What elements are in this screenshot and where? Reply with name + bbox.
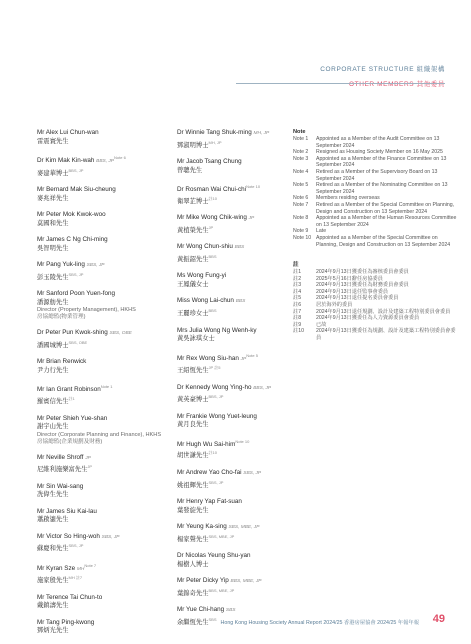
note-text: 2024年9月13日退任監事會委員 bbox=[316, 288, 389, 295]
member-honours: SBS, JP bbox=[243, 471, 262, 477]
note-key: Note 9 bbox=[293, 228, 309, 235]
member-name-zh: 曾聰先生 bbox=[177, 166, 203, 174]
note-key: 註2 bbox=[293, 275, 302, 282]
member-name-en: Mr Alex Lui Chun-wan bbox=[37, 129, 99, 136]
member-zh-note-ref: BBS bbox=[208, 307, 217, 313]
member-position: Director (Corporate Planning and Finance), HKHS bbox=[37, 431, 162, 438]
member-entry bbox=[177, 438, 289, 461]
note-key: Note 5 bbox=[293, 182, 309, 189]
member-name-en: Mr Victor So Hing-woh bbox=[37, 532, 100, 540]
members-column-1 bbox=[37, 129, 167, 644]
note-text: 居於海外的委員 bbox=[316, 302, 353, 309]
member-name-zh: 冼偉生先生 bbox=[37, 491, 69, 499]
member-entry bbox=[37, 236, 167, 253]
member-honours: BBS bbox=[235, 299, 246, 305]
member-zh-note-ref: SBS, JP bbox=[68, 271, 84, 277]
member-entry bbox=[177, 327, 289, 344]
member-zh-note-ref: 註10 bbox=[208, 195, 217, 201]
member-zh-note-ref: SBS, JP bbox=[68, 543, 84, 549]
member-name-zh: 蘇慶和先生 bbox=[37, 545, 69, 553]
notes-column bbox=[293, 129, 458, 342]
member-honours: SBS, OBE bbox=[109, 331, 132, 337]
member-name-en: Mr Peter Shieh Yue-shan bbox=[37, 414, 108, 422]
member-honours: BBS, JP bbox=[96, 159, 115, 165]
member-honours: SBS, MBE, JP bbox=[228, 525, 260, 531]
footer-text: Hong Kong Housing Society Annual Report 2024/25 香港房屋協會 2024/25 年報年報 bbox=[220, 620, 419, 626]
member-honours: JP bbox=[85, 455, 91, 461]
member-honours: SBS, JP bbox=[101, 534, 120, 540]
member-name-zh: 雷震寰先生 bbox=[37, 137, 69, 145]
member-zh-note-ref: SBS, MBE, JP bbox=[208, 533, 235, 539]
member-name-en: Mr James C Ng Chi-ming bbox=[37, 236, 108, 244]
note-key: Note 7 bbox=[293, 201, 309, 208]
member-entry bbox=[177, 413, 289, 430]
member-name-zh: 潘源舫先生 bbox=[37, 298, 69, 306]
member-zh-note-ref: BBS, JP bbox=[68, 167, 84, 173]
member-zh-note-ref: MH 註7 bbox=[68, 575, 83, 581]
member-entry bbox=[177, 129, 289, 150]
member-honours: JP bbox=[248, 216, 255, 222]
member-name-zh: 黃植榮先生 bbox=[177, 226, 209, 234]
member-honours: MH bbox=[76, 566, 85, 572]
member-name-en: Mr Tang Ping-kwong bbox=[37, 618, 95, 626]
member-name-en: Mr Henry Yap Fat-suan bbox=[177, 498, 242, 506]
members-column-2 bbox=[177, 129, 289, 635]
member-name-en: Mr Ian Grant Robinson bbox=[37, 386, 101, 394]
member-entry bbox=[177, 297, 289, 318]
member-zh-note-ref: SBS, JP bbox=[208, 479, 224, 485]
member-name-en: Ms Wong Fung-yi bbox=[177, 272, 227, 280]
member-name-en: Mr James Siu Kai-lau bbox=[37, 507, 97, 515]
member-name-zh: 楊家聲先生 bbox=[177, 535, 209, 543]
member-honours: SBS bbox=[225, 608, 236, 614]
member-name-en: Mr Wong Chun-shiu bbox=[177, 243, 233, 251]
member-zh-note-ref: 註1 bbox=[68, 395, 75, 401]
section-subtitle: OTHER MEMBERS 其他委員 bbox=[348, 81, 445, 88]
member-zh-note-ref: BBS bbox=[208, 253, 217, 259]
note-key: Note 6 bbox=[293, 195, 309, 202]
member-entry bbox=[177, 183, 289, 206]
member-note-ref: Note 5 bbox=[246, 352, 258, 358]
member-entry bbox=[37, 186, 167, 203]
member-name-en: Mr Sanford Poon Yuen-fong bbox=[37, 290, 115, 298]
note-row bbox=[293, 302, 458, 309]
member-honours: JP bbox=[240, 356, 247, 362]
member-zh-note-ref: JP 註5 bbox=[208, 365, 221, 371]
note-text: Appointed as a Member of the Finance Committee on 13 September 2024 bbox=[316, 155, 447, 169]
member-name-en: Mr Peter Dicky Yip bbox=[177, 577, 229, 585]
page-number: 49 bbox=[432, 613, 445, 625]
member-entry bbox=[177, 243, 289, 264]
member-name-en: Mr Brian Renwick bbox=[37, 358, 87, 366]
note-row bbox=[293, 328, 458, 341]
member-name-zh: 尼維利施樂富先生 bbox=[37, 466, 88, 474]
member-entry bbox=[177, 352, 289, 376]
note-text: 2024年9月13日退任提名委員會委員 bbox=[316, 295, 399, 302]
note-row bbox=[293, 156, 458, 169]
member-name-zh: 鄧炳光先生 bbox=[37, 627, 69, 635]
note-row bbox=[293, 282, 458, 289]
note-row bbox=[293, 215, 458, 228]
member-entry bbox=[177, 469, 289, 490]
member-zh-note-ref: 註10 bbox=[208, 450, 217, 456]
member-name-zh: 王紹恆先生 bbox=[177, 367, 209, 375]
member-entry bbox=[37, 483, 167, 500]
note-text: Resigned as Housing Society Member on 16 May 2025 bbox=[316, 149, 443, 156]
member-position: 房協總監(企業規劃及財務) bbox=[37, 438, 103, 445]
member-name-zh: 衛翠芷博士 bbox=[177, 197, 209, 205]
note-text: 2024年9月13日獲委任為財務委員會委員 bbox=[316, 282, 409, 289]
note-text: 2025年5月16日辭任房協委員 bbox=[316, 275, 383, 282]
note-text: Retired as a Member of the Nominating Committee on 13 September 2024 bbox=[316, 182, 448, 195]
note-text: Appointed as a Member of the Special Committee on Planning, Design and Construction on 13 September 2024 bbox=[316, 234, 451, 248]
member-name-zh: 黃吳詠琪女士 bbox=[177, 335, 215, 343]
member-name-zh: 彭玉陵先生 bbox=[37, 273, 69, 281]
note-text: 2024年9月13日獲委任為規劃、設計及建築工程特別委員會委員 bbox=[316, 328, 456, 342]
member-name-en: Dr Rosman Wai Chui-chi bbox=[177, 186, 247, 194]
note-key: 註10 bbox=[293, 328, 304, 335]
note-key: Note 2 bbox=[293, 149, 309, 156]
member-honours: BBS bbox=[234, 245, 245, 251]
member-name-zh: 施家殷先生 bbox=[37, 577, 69, 585]
member-honours: BBS, MBE, JP bbox=[230, 579, 262, 585]
member-entry bbox=[177, 214, 289, 235]
member-name-zh: 麥兆祥先生 bbox=[37, 194, 69, 202]
member-name-en: Miss Wong Lai-chun bbox=[177, 297, 234, 305]
member-name-zh: 鄧淑明博士 bbox=[177, 141, 209, 149]
member-entry bbox=[37, 261, 167, 282]
member-name-en: Mrs Julia Wong Ng Wenh-ky bbox=[177, 326, 257, 334]
member-entry bbox=[37, 329, 167, 350]
member-name-en: Mr Frankie Wong Yuet-leung bbox=[177, 412, 257, 420]
member-name-zh: 胡世謙先生 bbox=[177, 452, 209, 460]
member-note-ref: Note 10 bbox=[235, 438, 250, 444]
member-entry bbox=[177, 577, 289, 598]
member-name-en: Mr Yue Chi-hang bbox=[177, 606, 225, 614]
member-name-en: Mr Pang Yuk-ling bbox=[37, 261, 85, 269]
note-key: 註3 bbox=[293, 282, 302, 289]
note-text: Late bbox=[316, 228, 327, 235]
note-row bbox=[293, 315, 458, 322]
member-note-ref: Note 1 bbox=[100, 384, 113, 390]
note-key: Note 3 bbox=[293, 155, 309, 162]
note-key: Note 4 bbox=[293, 168, 309, 175]
member-zh-note-ref: MH, JP bbox=[208, 139, 222, 145]
note-key: 註6 bbox=[293, 302, 302, 309]
member-entry bbox=[177, 552, 289, 569]
member-zh-note-ref: SBS bbox=[208, 616, 217, 622]
member-name-en: Mr Neville Shroff bbox=[37, 453, 84, 461]
note-text: 已故 bbox=[316, 321, 327, 328]
note-key: Note 1 bbox=[293, 136, 309, 142]
note-key: 註5 bbox=[293, 295, 302, 302]
member-name-zh: 羅賓信先生 bbox=[37, 398, 69, 406]
note-text: 2024年9月13日獲委任為人力資源委員會委員 bbox=[316, 315, 420, 322]
member-name-zh: 黃月良先生 bbox=[177, 421, 209, 429]
note-key: Note 8 bbox=[293, 215, 309, 222]
member-name-en: Mr Rex Wong Siu-han bbox=[177, 354, 239, 362]
member-entry bbox=[37, 594, 167, 611]
member-name-en: Dr Peter Pun Kwok-shing bbox=[37, 329, 108, 337]
member-name-zh: 戴鎮濤先生 bbox=[37, 602, 69, 610]
member-name-zh: 謝宇山先生 bbox=[37, 423, 69, 431]
note-row bbox=[293, 202, 458, 215]
note-key: 註1 bbox=[293, 269, 302, 276]
notes-zh-heading: 註 bbox=[293, 262, 299, 269]
note-key: Note 10 bbox=[293, 234, 312, 241]
note-text: Retired as a Member of the Special Committee on Planning, Design and Construction on 13 September 2024 bbox=[316, 201, 455, 215]
note-text: Members residing overseas bbox=[316, 195, 380, 202]
notes-en-list bbox=[293, 136, 458, 248]
member-zh-note-ref: JP bbox=[87, 464, 93, 470]
member-entry bbox=[37, 619, 167, 636]
member-name-en: Mr Yeung Ka-sing bbox=[177, 523, 227, 531]
note-text: Appointed as a Member of the Audit Committee on 13 September 2024 bbox=[316, 136, 440, 149]
note-row bbox=[293, 136, 458, 149]
member-entry bbox=[177, 523, 289, 544]
member-entry bbox=[37, 211, 167, 228]
member-name-en: Mr Sin Wai-sang bbox=[37, 482, 84, 490]
note-key: 註7 bbox=[293, 308, 302, 315]
member-entry bbox=[37, 383, 167, 406]
member-name-en: Dr Kim Mak Kin-wah bbox=[37, 157, 95, 165]
member-name-zh: 余繼恆先生 bbox=[177, 618, 209, 626]
notes-zh-list bbox=[293, 269, 458, 342]
note-row bbox=[293, 169, 458, 182]
member-name-zh: 麥建華博士 bbox=[37, 169, 69, 177]
member-honours: SBS, JP bbox=[86, 263, 105, 269]
member-note-ref: Note 10 bbox=[246, 184, 261, 190]
member-honours: MH, JP bbox=[253, 131, 270, 136]
note-row bbox=[293, 228, 458, 235]
member-entry bbox=[37, 562, 167, 586]
member-name-en: Mr Andrew Yao Cho-fai bbox=[177, 469, 242, 477]
header-divider bbox=[236, 83, 445, 84]
member-entry bbox=[37, 290, 167, 321]
member-position: 房協總監(物業管理) bbox=[37, 314, 86, 321]
member-name-zh: 王鳳儀女士 bbox=[177, 280, 209, 288]
note-row bbox=[293, 195, 458, 202]
note-row bbox=[293, 149, 458, 156]
note-text: 2024年9月13日退任規劃、設計及建築工程特別委員會委員 bbox=[316, 308, 451, 315]
member-name-en: Mr Peter Mok Kwok-woo bbox=[37, 211, 106, 219]
member-name-en: Mr Jacob Tsang Chung bbox=[177, 158, 242, 166]
member-name-zh: 楊樹人博士 bbox=[177, 560, 209, 568]
member-entry bbox=[177, 272, 289, 289]
member-name-en: Mr Bernard Mak Siu-cheung bbox=[37, 186, 116, 194]
note-row bbox=[293, 269, 458, 276]
member-entry bbox=[37, 129, 167, 146]
member-name-zh: 葉錦奇先生 bbox=[177, 589, 209, 597]
member-name-en: Mr Terence Tai Chun-to bbox=[37, 593, 103, 601]
member-zh-note-ref: JP bbox=[208, 224, 214, 230]
member-entry bbox=[37, 454, 167, 475]
member-name-zh: 王麗珍女士 bbox=[177, 310, 209, 318]
member-honours: BBS, JP bbox=[253, 385, 272, 391]
note-row bbox=[293, 235, 458, 248]
member-note-ref: Note 6 bbox=[114, 155, 126, 160]
member-entry bbox=[37, 154, 167, 178]
note-text: Appointed as a Member of the Human Resources Committee on 13 September 2024 bbox=[316, 215, 457, 228]
member-name-en: Mr Hugh Wu Sai-him bbox=[177, 440, 236, 448]
member-name-zh: 黃振韶先生 bbox=[177, 255, 209, 263]
member-entry bbox=[177, 158, 289, 175]
member-zh-note-ref: SBS, OBE bbox=[68, 339, 88, 345]
section-header bbox=[320, 64, 445, 88]
member-entry bbox=[37, 508, 167, 525]
member-entry bbox=[177, 384, 289, 405]
note-key: 註8 bbox=[293, 315, 302, 322]
member-name-en: Dr Winnie Tang Shuk-ming bbox=[177, 129, 252, 136]
member-name-en: Mr Mike Wong Chik-wing bbox=[177, 214, 247, 222]
member-entry bbox=[177, 498, 289, 515]
note-key: 註9 bbox=[293, 321, 302, 328]
note-key: 註4 bbox=[293, 288, 302, 295]
note-text: Retired as a Member of the Supervisory Board on 13 September 2024 bbox=[316, 168, 438, 182]
member-entry bbox=[37, 415, 167, 446]
member-name-zh: 吳智明先生 bbox=[37, 244, 69, 252]
member-entry bbox=[37, 358, 167, 375]
member-name-zh: 尹力行先生 bbox=[37, 366, 69, 374]
member-name-zh: 潘國城博士 bbox=[37, 341, 69, 349]
member-name-zh: 蕭啟鎏先生 bbox=[37, 516, 69, 524]
member-name-en: Dr Kennedy Wong Ying-ho bbox=[177, 383, 252, 391]
member-position: Director (Property Management), HKHS bbox=[37, 307, 136, 314]
note-row bbox=[293, 182, 458, 195]
member-name-en: Mr Kyran Sze bbox=[37, 564, 76, 572]
member-name-en: Dr Nicolas Yeung Shu-yan bbox=[177, 552, 251, 560]
notes-heading: Note bbox=[293, 129, 306, 135]
member-entry bbox=[37, 533, 167, 554]
member-zh-note-ref: BBS, MBE, JP bbox=[208, 587, 235, 593]
member-zh-note-ref: BBS, JP bbox=[208, 394, 224, 400]
member-name-zh: 姚祖輝先生 bbox=[177, 481, 209, 489]
member-name-zh: 黃英豪博士 bbox=[177, 396, 209, 404]
member-note-ref: Note 7 bbox=[84, 562, 97, 568]
section-title: CORPORATE STRUCTURE 組織架構 bbox=[320, 66, 445, 73]
member-name-zh: 葉發旋先生 bbox=[177, 506, 209, 514]
member-name-zh: 莫國和先生 bbox=[37, 219, 69, 227]
note-text: 2024年9月13日獲委任為審核委員會委員 bbox=[316, 269, 409, 276]
